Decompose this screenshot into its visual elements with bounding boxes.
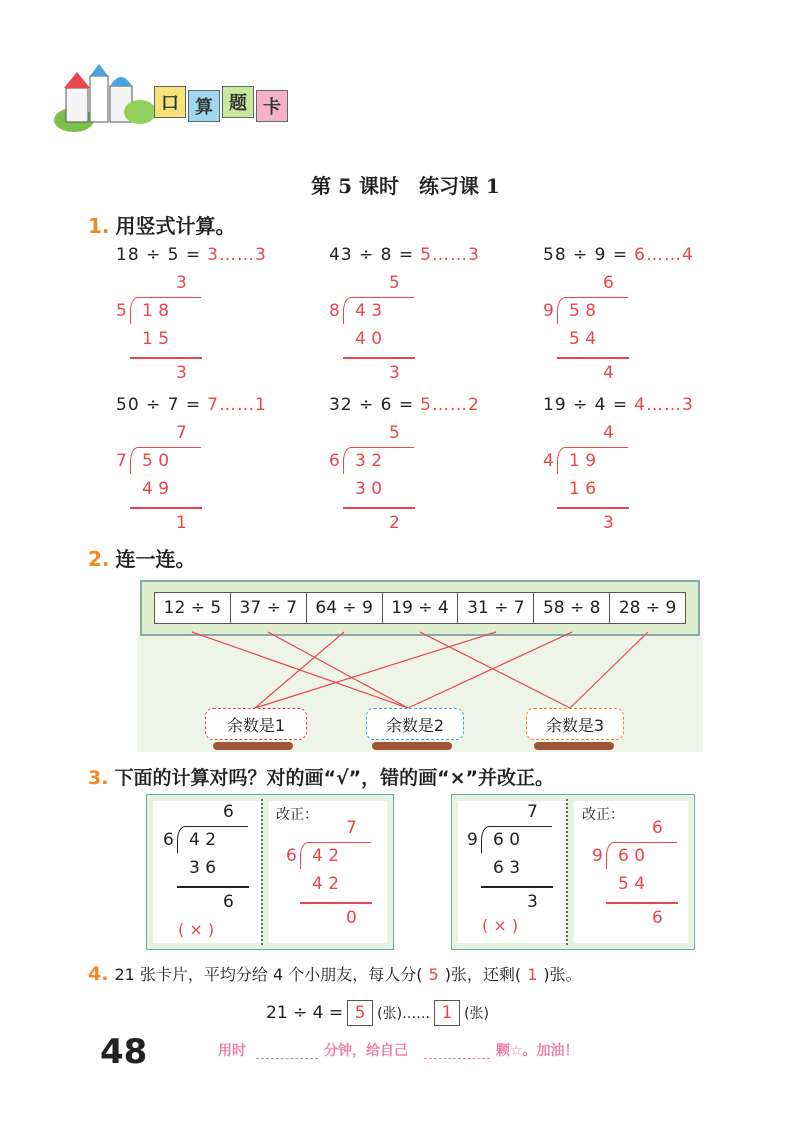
q3-fix-2-quotient: 6 [652,818,663,838]
q3-fix-2 [592,818,682,948]
q3-fix-2-product: 5 4 [618,874,646,894]
q1-division-4-divisor: 7 [116,451,127,471]
q3-original-1-divisor: 6 [163,830,174,850]
q1-division-5-remainder: 2 [389,513,400,533]
q4-line [88,962,582,985]
q1-division-6-quotient: 4 [603,423,614,443]
q1-answer[interactable]: 3……3 [207,245,267,265]
mark-1[interactable]: ( × ) [178,920,215,939]
q3-fix-2-dividend: 6 0 [618,846,646,866]
q3-original-2-quotient: 7 [527,802,538,822]
q1-division-2-divisor: 8 [329,301,340,321]
page-number: 48 [100,1032,148,1072]
pen-icon [213,742,293,750]
mark-2[interactable]: ( × ) [482,916,519,935]
expression-3[interactable]: 64 ÷ 9 [307,593,383,623]
logo-char-4: 卡 [256,90,288,122]
pen-icon [372,742,452,750]
q3-original-2 [467,802,557,932]
q1-division-3-remainder: 4 [603,363,614,383]
q1-division-3-dividend: 5 8 [569,301,597,321]
q1-equation-text: 18 ÷ 5 = [116,245,202,265]
q1-division-6-divisor: 4 [543,451,554,471]
q3-original-1 [163,802,253,932]
remainder-1-box[interactable]: 余数是1 [205,708,307,740]
q3-original-2-dividend: 6 0 [493,830,521,850]
q1-division-4-quotient: 7 [176,423,187,443]
expression-2[interactable]: 37 ÷ 7 [231,593,307,623]
q3-fix-1-dividend: 4 2 [312,846,340,866]
q4-unit-b: (张) [464,1006,490,1022]
fix-label-1: 改正： [276,807,318,823]
q1-division-1-product: 1 5 [142,329,170,349]
q1-title: 用竖式计算。 [115,214,236,238]
q4-number: 4. [88,963,109,985]
footer-blank-2[interactable] [424,1058,490,1059]
q1-division-2-dividend: 4 3 [355,301,383,321]
pen-icon [534,742,614,750]
expression-6[interactable]: 58 ÷ 8 [534,593,610,623]
q3-fix-2-remainder: 6 [652,908,663,928]
q3-original-2-product: 6 3 [493,858,521,878]
q3-fix-1-product: 4 2 [312,874,340,894]
q1-division-6-dividend: 1 9 [569,451,597,471]
spiral-binding [261,799,271,945]
q1-answer[interactable]: 5……3 [420,245,480,265]
q4-answer-left[interactable]: 1 [527,965,538,984]
q1-division-3-quotient: 6 [603,273,614,293]
expression-5[interactable]: 31 ÷ 7 [458,593,534,623]
q4-box-2[interactable]: 1 [434,1000,460,1026]
logo-char-3: 题 [222,86,254,118]
fix-label-2: 改正： [582,807,624,823]
q1-division-5-product: 3 0 [355,479,383,499]
expression-4[interactable]: 19 ÷ 4 [383,593,459,623]
q2-number: 2. [88,547,110,571]
q3-original-1-dividend: 4 2 [189,830,217,850]
q3-original-1-rule [177,886,249,888]
q1-division-3-product: 5 4 [569,329,597,349]
q1-division-2-product: 4 0 [355,329,383,349]
q3-fix-1-rule [300,902,372,904]
q3-fix-1-quotient: 7 [346,818,357,838]
logo-char-2: 算 [188,90,220,122]
q1-division-6-product: 1 6 [569,479,597,499]
q1-division-5-quotient: 5 [389,423,400,443]
q3-fix-2-rule [606,902,678,904]
link-line-7 [570,632,648,708]
q3-fix-1 [286,818,376,948]
logo-char-1: 口 [154,86,186,118]
q3-original-2-remainder: 3 [527,892,538,912]
q1-division-5-dividend: 3 2 [355,451,383,471]
q1-answer[interactable]: 4……3 [634,395,694,415]
q3-original-1-product: 3 6 [189,858,217,878]
q1-equation-text: 58 ÷ 9 = [543,245,629,265]
q1-equation-text: 43 ÷ 8 = [329,245,415,265]
q1-equation-text: 32 ÷ 6 = [329,395,415,415]
q1-answer[interactable]: 5……2 [420,395,480,415]
q3-fix-1-divisor: 6 [286,846,297,866]
q4-answer-each[interactable]: 5 [428,965,439,984]
q4-equation [266,1000,489,1026]
q1-division-1-quotient: 3 [176,273,187,293]
q3-original-1-remainder: 6 [223,892,234,912]
q4-text-b: )张，还剩( [444,965,522,984]
q3-original-2-divisor: 9 [467,830,478,850]
footer-c: 颗☆。加油！ [496,1043,579,1059]
q1-answer[interactable]: 7……1 [207,395,267,415]
q1-division-1-dividend: 1 8 [142,301,170,321]
q4-text-c: )张。 [543,965,582,984]
remainder-3-box[interactable]: 余数是3 [526,708,624,740]
q1-division-1-divisor: 5 [116,301,127,321]
expression-1[interactable]: 12 ÷ 5 [155,593,231,623]
lesson-title: 第 5 课时 练习课 1 [311,174,500,198]
q3-original-1-quotient: 6 [223,802,234,822]
q1-division-3-divisor: 9 [543,301,554,321]
link-line-3 [255,632,344,708]
q4-unit-a: (张)…… [377,1006,431,1022]
q1-division-4-dividend: 5 0 [142,451,170,471]
q3-title: 下面的计算对吗？对的画“√”，错的画“×”并改正。 [114,767,554,789]
q1-division-5-divisor: 6 [329,451,340,471]
q1-answer[interactable]: 6……4 [634,245,694,265]
q3-original-2-rule [481,886,553,888]
spiral-binding [566,799,576,945]
q4-box-1[interactable]: 5 [347,1000,373,1026]
q2-title: 连一连。 [115,547,196,571]
q1-division-4-remainder: 1 [176,513,187,533]
q3-number: 3. [88,767,109,789]
expression-7[interactable]: 28 ÷ 9 [618,598,677,618]
q4-text-a: 21 张卡片，平均分给 4 个小朋友，每人分( [114,965,423,984]
q1-division-2-quotient: 5 [389,273,400,293]
q1-division-1-remainder: 3 [176,363,187,383]
q1-equation-text: 50 ÷ 7 = [116,395,202,415]
q1-division-6-remainder: 3 [603,513,614,533]
q3-heading [88,763,554,790]
q1-division-2-remainder: 3 [389,363,400,383]
q1-equation-text: 19 ÷ 4 = [543,395,629,415]
q3-fix-1-remainder: 0 [346,908,357,928]
q4-eq-text: 21 ÷ 4 = [266,1003,344,1023]
q1-number: 1. [88,214,110,238]
q1-division-4-product: 4 9 [142,479,170,499]
footer-a: 用时 [218,1043,246,1059]
remainder-2-box[interactable]: 余数是2 [366,708,464,740]
link-line-2 [268,632,408,708]
footer-blank-1[interactable] [256,1058,318,1059]
q3-fix-2-divisor: 9 [592,846,603,866]
footer-b: 分钟，给自己 [324,1043,408,1059]
